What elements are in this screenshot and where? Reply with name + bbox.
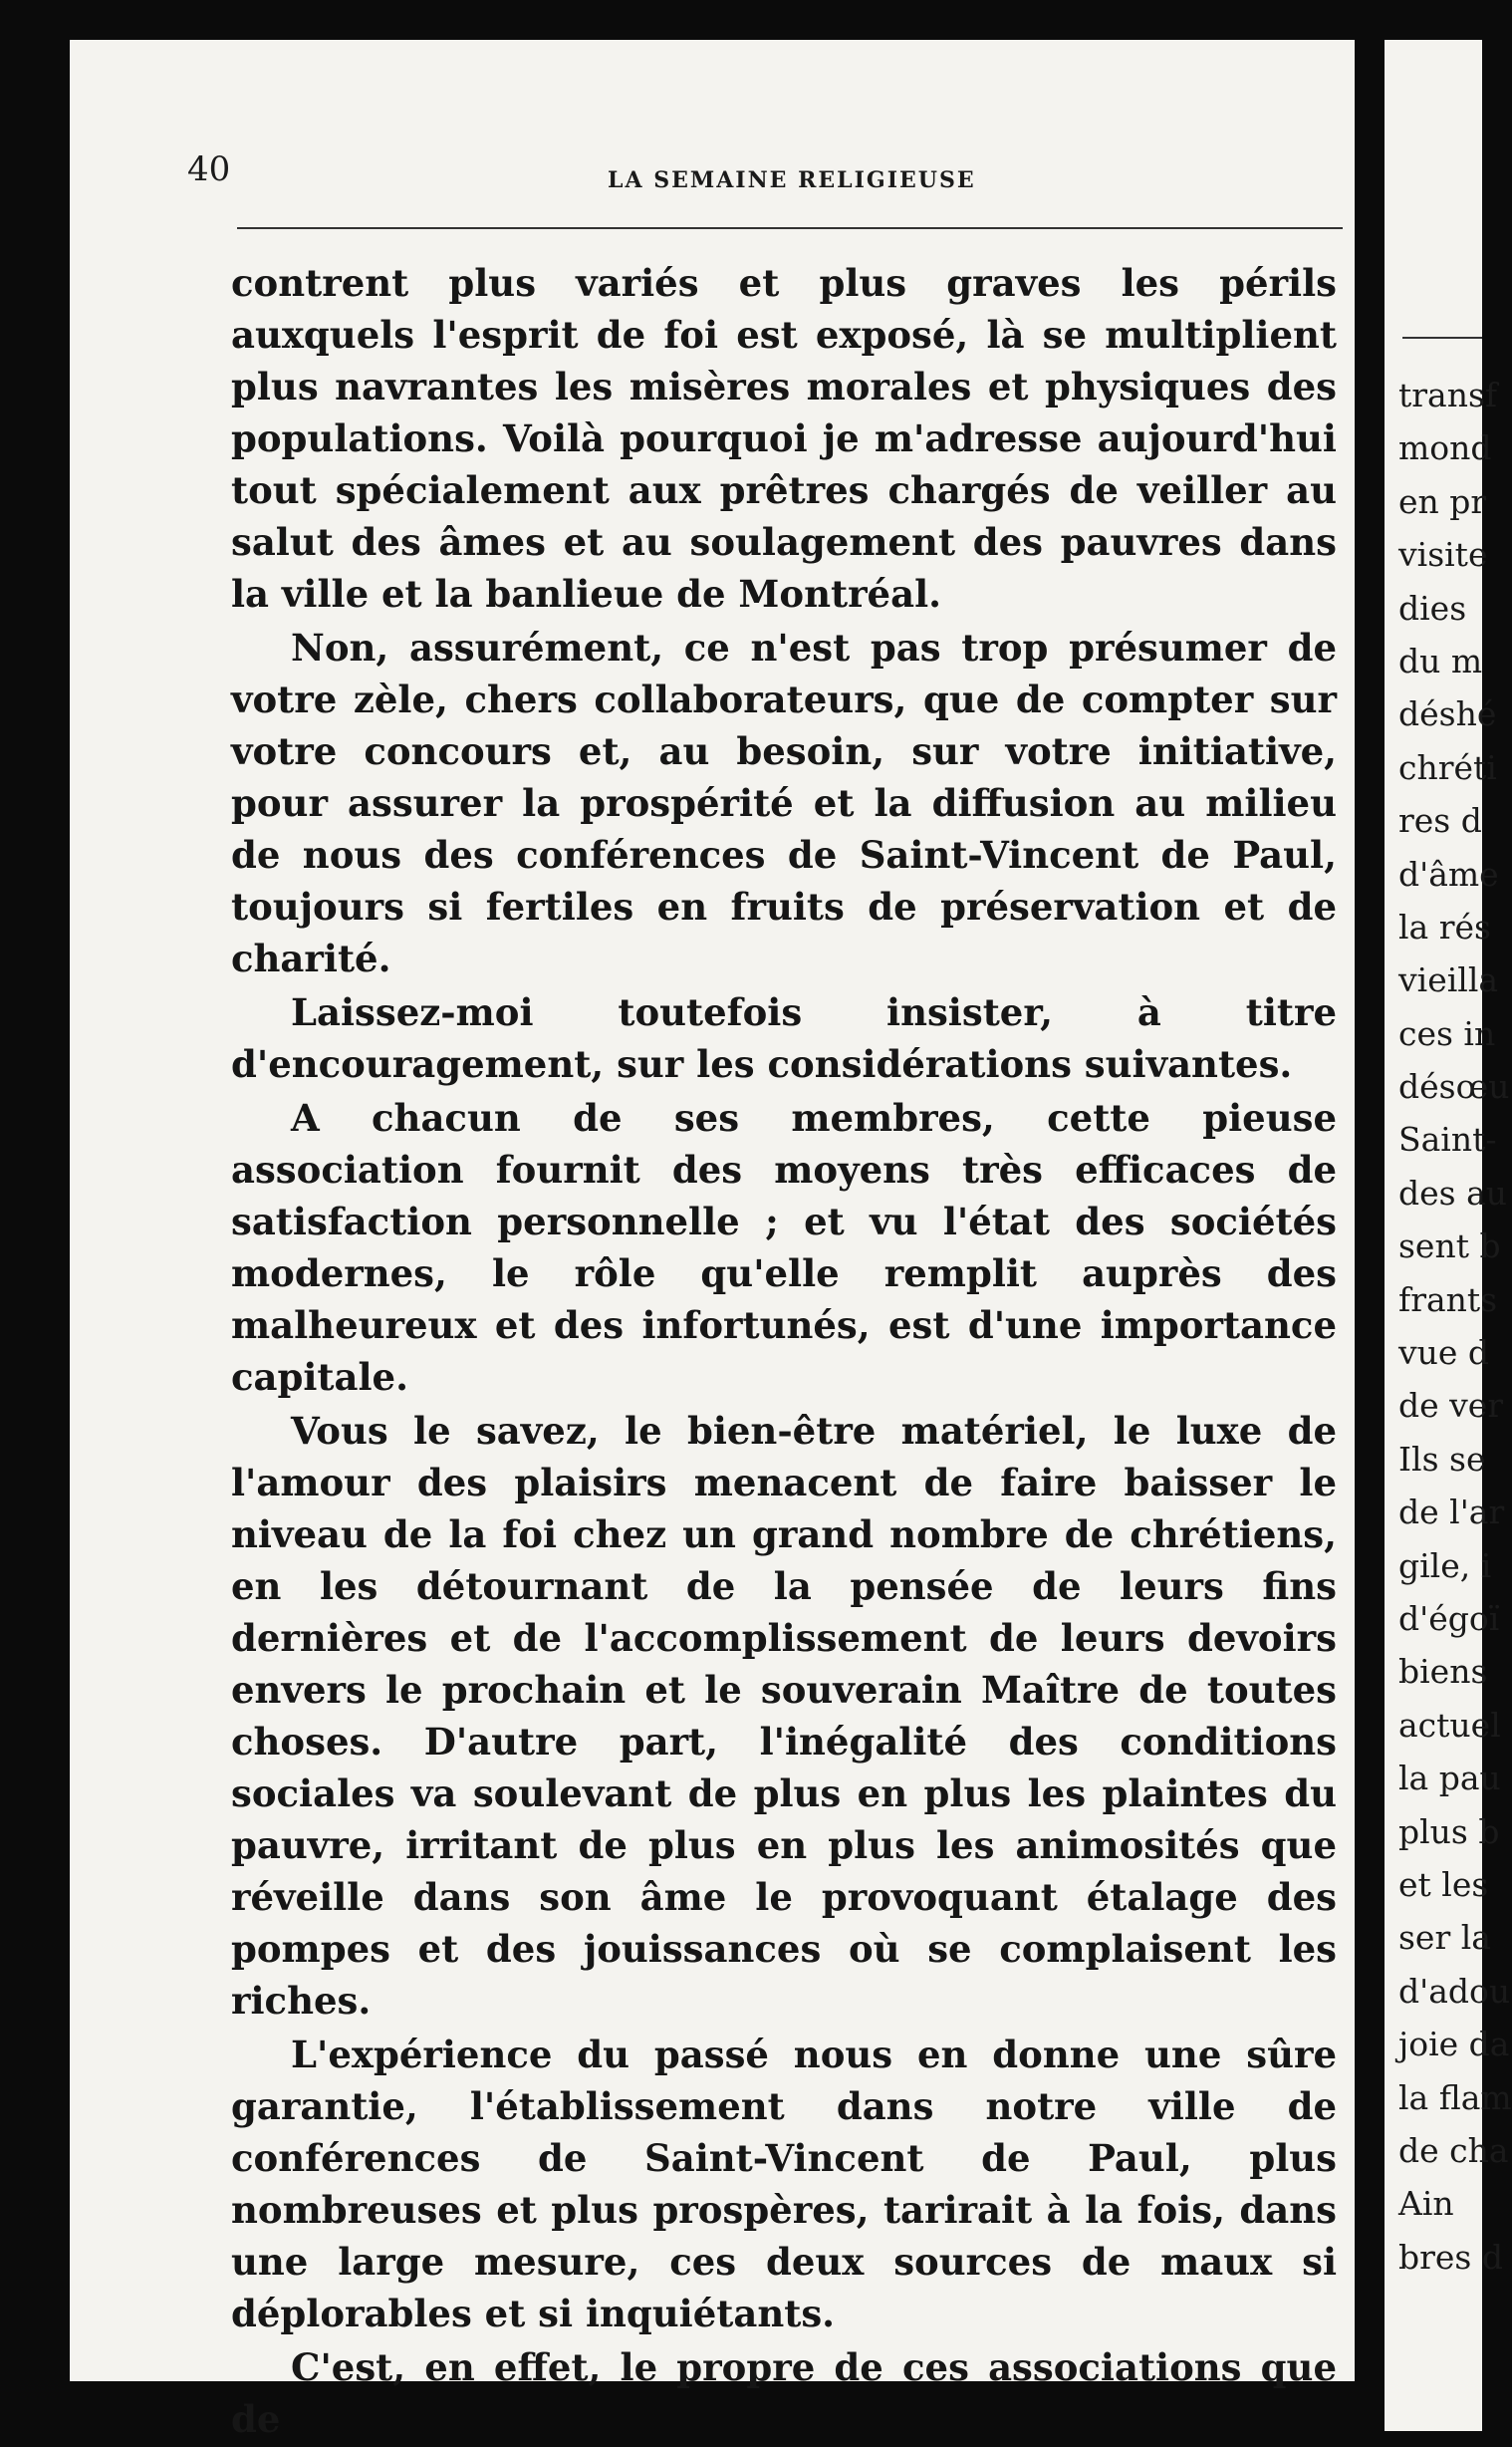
adjacent-page-line: mond: [1398, 428, 1492, 468]
adjacent-page-line: biens: [1398, 1652, 1488, 1692]
paragraph: Laissez-moi toutefois insister, à titre d'encouragement, sur les considérations suivantes.: [231, 990, 1337, 1086]
adjacent-page-line: chréti: [1398, 747, 1497, 787]
paragraph: Non, assurément, ce n'est pas trop présumer de votre zèle, chers collaborateurs, que de compter sur votre concours et, au besoin, sur votre initiative, pour assurer la prospérité et la diffusion au milieu de nous des conférences de Saint-Vincent de Paul, toujours si fertiles en fruits de préservation et de charité.: [231, 626, 1337, 980]
adjacent-page-line: de cha: [1398, 2130, 1509, 2170]
adjacent-page-line: et les: [1398, 1864, 1489, 1904]
adjacent-page-line: ces in: [1398, 1013, 1496, 1053]
paragraph: A chacun de ses membres, cette pieuse association fournit des moyens très efficaces de satisfaction personnelle ; et vu l'état des sociétés modernes, le rôle qu'elle remplit auprès des malheureux et des infortunés, est d'une importance capitale.: [231, 1096, 1337, 1399]
adjacent-page-lines: [1398, 369, 1512, 2284]
adjacent-page-line: en pr: [1398, 481, 1487, 521]
adjacent-page-line: de ver: [1398, 1386, 1504, 1426]
adjacent-page-line: plus b: [1398, 1811, 1500, 1851]
adjacent-page-line: sent b: [1398, 1226, 1501, 1266]
adjacent-page-rule: [1402, 337, 1482, 339]
adjacent-page-line: d'âme: [1398, 854, 1499, 894]
adjacent-page-line: bres d: [1398, 2237, 1503, 2277]
body-text: [231, 257, 1337, 2447]
adjacent-page-line: Saint-: [1398, 1120, 1497, 1160]
adjacent-page-line: la pau: [1398, 1759, 1501, 1798]
adjacent-page-line: d'adou: [1398, 1971, 1511, 2011]
adjacent-page-line: res d: [1398, 801, 1482, 841]
adjacent-page-line: visite: [1398, 535, 1488, 575]
adjacent-page-line: ser la: [1398, 1918, 1491, 1958]
adjacent-page-line: Ain: [1398, 2184, 1454, 2224]
running-title: LA SEMAINE RELIGIEUSE: [608, 167, 976, 193]
adjacent-page-line: la flam: [1398, 2077, 1512, 2117]
paragraph: L'expérience du passé nous en donne une sûre garantie, l'établissement dans notre ville de conférences de Saint-Vincent de Paul, plus nombreuses et plus prospères, tarirait à la fois, dans une large mesure, ces deux sources de maux si déplorables et si inquiétants.: [231, 2033, 1337, 2335]
paragraph: C'est, en effet, le propre de ces associations que de: [231, 2345, 1337, 2441]
adjacent-page-line: actuel: [1398, 1705, 1501, 1745]
adjacent-page-line: dies: [1398, 588, 1467, 628]
page-number: 40: [187, 149, 231, 189]
adjacent-page-line: désœu: [1398, 1067, 1510, 1107]
adjacent-page-line: la rés: [1398, 907, 1491, 947]
adjacent-page-line: d'égoï: [1398, 1598, 1500, 1638]
adjacent-page-line: des au: [1398, 1173, 1508, 1213]
adjacent-page-line: vieilla: [1398, 960, 1499, 1000]
adjacent-page-line: frants: [1398, 1279, 1498, 1319]
adjacent-page-line: Ils se: [1398, 1439, 1486, 1479]
adjacent-page-line: de l'ar: [1398, 1493, 1505, 1532]
adjacent-page: [1385, 40, 1512, 2431]
adjacent-page-line: du m: [1398, 641, 1483, 680]
adjacent-page-line: joie da: [1398, 2025, 1510, 2064]
adjacent-page-line: déshé: [1398, 694, 1497, 734]
adjacent-page-line: transf: [1398, 376, 1498, 414]
adjacent-page-line: gile, i: [1398, 1545, 1492, 1585]
paragraph: Vous le savez, le bien-être matériel, le luxe de l'amour des plaisirs menacent de faire baisser le niveau de la foi chez un grand nombre de chrétiens, en les détournant de la pensée de leurs fins dernières et de l'accomplissement de leurs devoirs envers le prochain et le souverain Maître de toutes choses. D'autre part, l'inégalité des conditions sociales va soulevant de plus en plus les plaintes du pauvre, irritant de plus en plus les animosités que réveille dans son âme le provoquant étalage des pompes et des jouissances où se complaisent les riches.: [231, 1409, 1337, 2023]
adjacent-page-line: vue d: [1398, 1333, 1490, 1373]
paragraph: contrent plus variés et plus graves les périls auxquels l'esprit de foi est exposé, là se multiplient plus navrantes les misères morales et physiques des populations. Voilà pourquoi je m'adresse aujourd'hui tout spécialement aux prêtres chargés de veiller au salut des âmes et au soulagement des pauvres dans la ville et la banlieue de Montréal.: [231, 261, 1337, 616]
header-rule: [237, 227, 1343, 229]
